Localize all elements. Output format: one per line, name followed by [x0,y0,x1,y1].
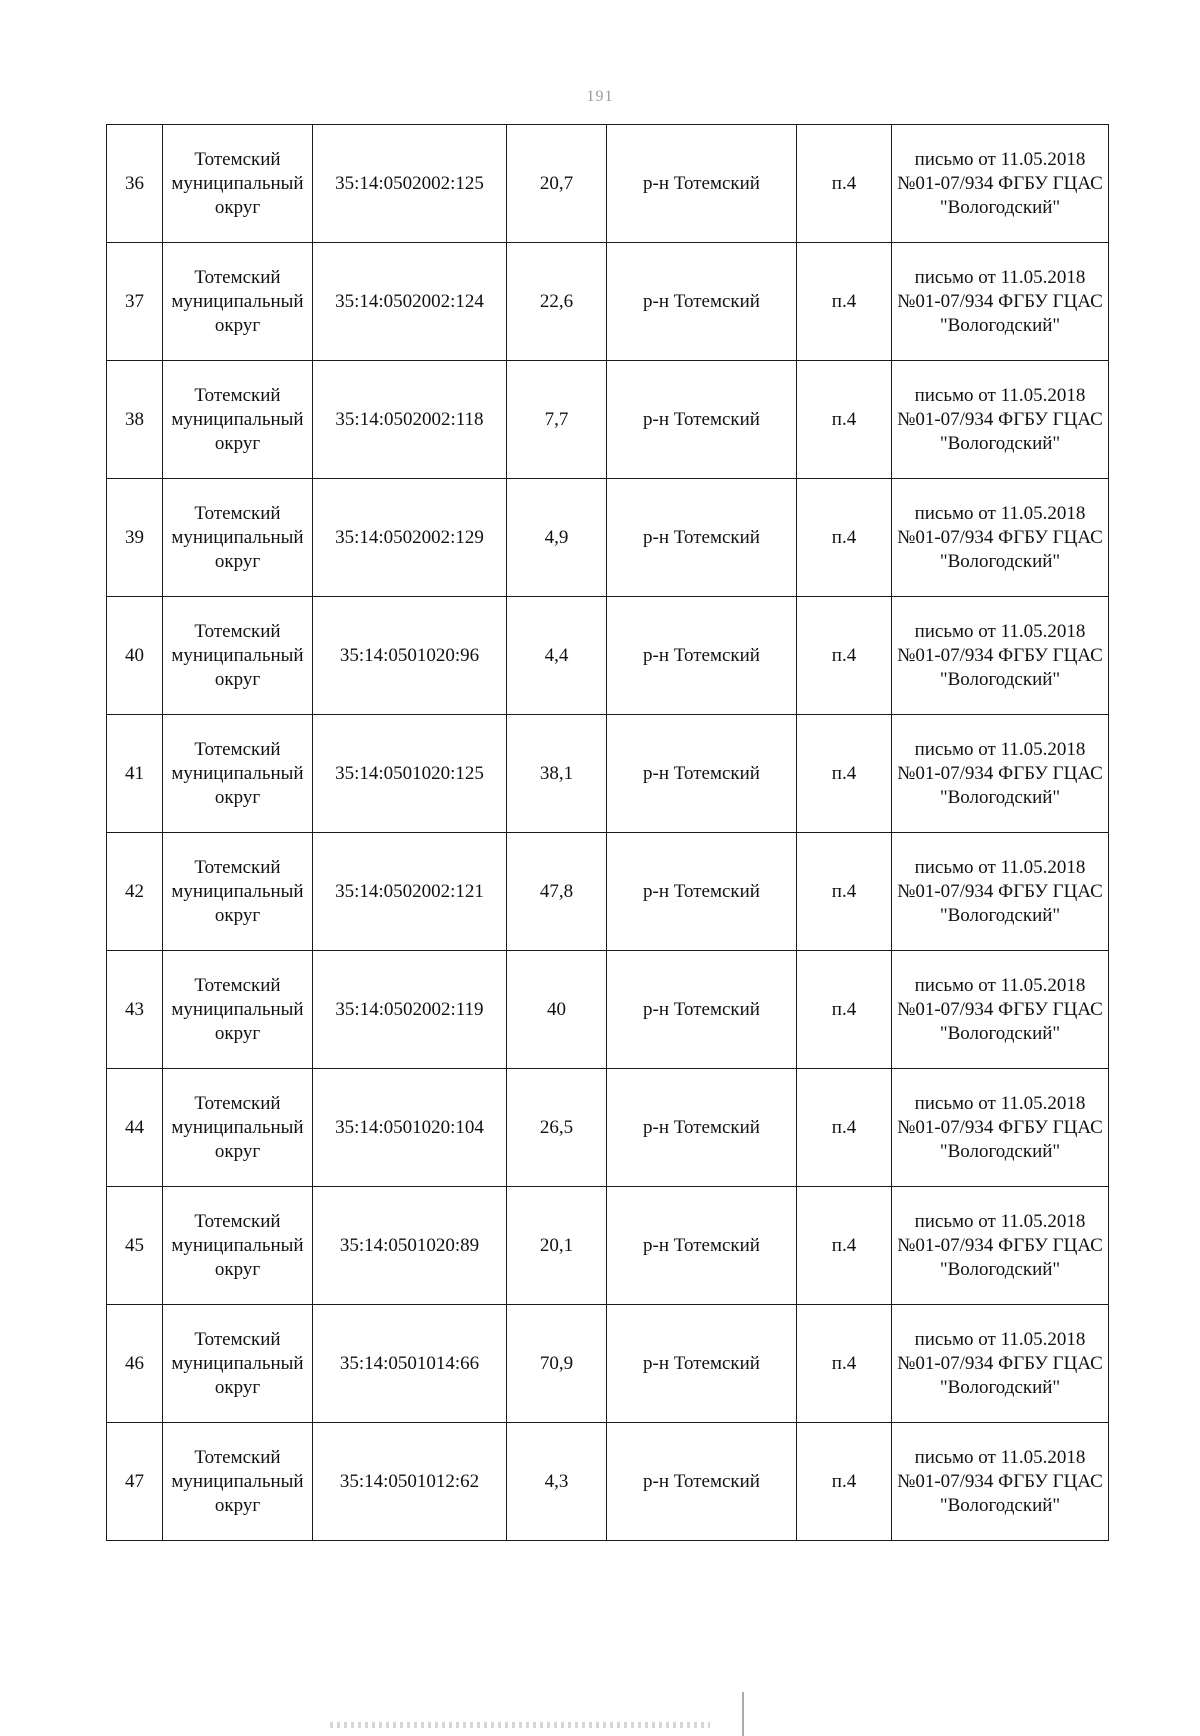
item-cell: п.4 [797,1423,892,1541]
basis-cell: письмо от 11.05.2018 №01-07/934 ФГБУ ГЦАС "Вологодский" [892,1305,1109,1423]
cadastral-number-cell: 35:14:0502002:124 [313,243,507,361]
table-row [107,597,1109,715]
table-row [107,1187,1109,1305]
location-cell: р-н Тотемский [607,125,797,243]
cadastral-number-cell: 35:14:0501020:96 [313,597,507,715]
land-plots-table-container [106,124,1108,1541]
location-cell: р-н Тотемский [607,1305,797,1423]
location-cell: р-н Тотемский [607,951,797,1069]
cadastral-number-cell: 35:14:0501014:66 [313,1305,507,1423]
row-number-cell: 37 [107,243,163,361]
item-cell: п.4 [797,1187,892,1305]
item-cell: п.4 [797,243,892,361]
district-cell: Тотемский муниципальный округ [163,243,313,361]
land-plots-table [106,124,1109,1541]
cadastral-number-cell: 35:14:0501020:104 [313,1069,507,1187]
location-cell: р-н Тотемский [607,1423,797,1541]
district-cell: Тотемский муниципальный округ [163,1423,313,1541]
district-cell: Тотемский муниципальный округ [163,361,313,479]
location-cell: р-н Тотемский [607,243,797,361]
table-row [107,715,1109,833]
area-cell: 70,9 [507,1305,607,1423]
cadastral-number-cell: 35:14:0502002:129 [313,479,507,597]
location-cell: р-н Тотемский [607,833,797,951]
scan-artifact-line [742,1692,744,1736]
table-row [107,479,1109,597]
table-row [107,243,1109,361]
cadastral-number-cell: 35:14:0502002:125 [313,125,507,243]
area-cell: 47,8 [507,833,607,951]
table-row [107,1423,1109,1541]
table-row [107,361,1109,479]
cadastral-number-cell: 35:14:0501012:62 [313,1423,507,1541]
table-row [107,125,1109,243]
area-cell: 38,1 [507,715,607,833]
scan-artifact-marks [330,1722,710,1728]
area-cell: 26,5 [507,1069,607,1187]
table-row [107,833,1109,951]
row-number-cell: 42 [107,833,163,951]
row-number-cell: 46 [107,1305,163,1423]
location-cell: р-н Тотемский [607,1187,797,1305]
basis-cell: письмо от 11.05.2018 №01-07/934 ФГБУ ГЦАС "Вологодский" [892,1069,1109,1187]
table-body [107,125,1109,1541]
item-cell: п.4 [797,833,892,951]
basis-cell: письмо от 11.05.2018 №01-07/934 ФГБУ ГЦАС "Вологодский" [892,479,1109,597]
basis-cell: письмо от 11.05.2018 №01-07/934 ФГБУ ГЦАС "Вологодский" [892,715,1109,833]
area-cell: 20,1 [507,1187,607,1305]
row-number-cell: 43 [107,951,163,1069]
district-cell: Тотемский муниципальный округ [163,1187,313,1305]
page-number: 191 [586,88,614,105]
location-cell: р-н Тотемский [607,715,797,833]
item-cell: п.4 [797,361,892,479]
item-cell: п.4 [797,597,892,715]
cadastral-number-cell: 35:14:0502002:119 [313,951,507,1069]
district-cell: Тотемский муниципальный округ [163,597,313,715]
item-cell: п.4 [797,715,892,833]
basis-cell: письмо от 11.05.2018 №01-07/934 ФГБУ ГЦАС "Вологодский" [892,1423,1109,1541]
area-cell: 40 [507,951,607,1069]
row-number-cell: 39 [107,479,163,597]
item-cell: п.4 [797,1305,892,1423]
row-number-cell: 45 [107,1187,163,1305]
row-number-cell: 41 [107,715,163,833]
district-cell: Тотемский муниципальный округ [163,833,313,951]
basis-cell: письмо от 11.05.2018 №01-07/934 ФГБУ ГЦАС "Вологодский" [892,243,1109,361]
row-number-cell: 47 [107,1423,163,1541]
table-row [107,1069,1109,1187]
cadastral-number-cell: 35:14:0502002:118 [313,361,507,479]
basis-cell: письмо от 11.05.2018 №01-07/934 ФГБУ ГЦАС "Вологодский" [892,833,1109,951]
item-cell: п.4 [797,1069,892,1187]
cadastral-number-cell: 35:14:0501020:125 [313,715,507,833]
district-cell: Тотемский муниципальный округ [163,951,313,1069]
basis-cell: письмо от 11.05.2018 №01-07/934 ФГБУ ГЦАС "Вологодский" [892,1187,1109,1305]
area-cell: 20,7 [507,125,607,243]
row-number-cell: 40 [107,597,163,715]
item-cell: п.4 [797,479,892,597]
location-cell: р-н Тотемский [607,479,797,597]
district-cell: Тотемский муниципальный округ [163,1069,313,1187]
area-cell: 7,7 [507,361,607,479]
row-number-cell: 44 [107,1069,163,1187]
area-cell: 4,9 [507,479,607,597]
area-cell: 22,6 [507,243,607,361]
basis-cell: письмо от 11.05.2018 №01-07/934 ФГБУ ГЦАС "Вологодский" [892,361,1109,479]
basis-cell: письмо от 11.05.2018 №01-07/934 ФГБУ ГЦАС "Вологодский" [892,597,1109,715]
cadastral-number-cell: 35:14:0501020:89 [313,1187,507,1305]
table-row [107,951,1109,1069]
table-row [107,1305,1109,1423]
area-cell: 4,4 [507,597,607,715]
row-number-cell: 36 [107,125,163,243]
district-cell: Тотемский муниципальный округ [163,125,313,243]
district-cell: Тотемский муниципальный округ [163,715,313,833]
row-number-cell: 38 [107,361,163,479]
item-cell: п.4 [797,125,892,243]
item-cell: п.4 [797,951,892,1069]
district-cell: Тотемский муниципальный округ [163,479,313,597]
location-cell: р-н Тотемский [607,361,797,479]
basis-cell: письмо от 11.05.2018 №01-07/934 ФГБУ ГЦАС "Вологодский" [892,125,1109,243]
cadastral-number-cell: 35:14:0502002:121 [313,833,507,951]
area-cell: 4,3 [507,1423,607,1541]
location-cell: р-н Тотемский [607,597,797,715]
district-cell: Тотемский муниципальный округ [163,1305,313,1423]
location-cell: р-н Тотемский [607,1069,797,1187]
basis-cell: письмо от 11.05.2018 №01-07/934 ФГБУ ГЦАС "Вологодский" [892,951,1109,1069]
